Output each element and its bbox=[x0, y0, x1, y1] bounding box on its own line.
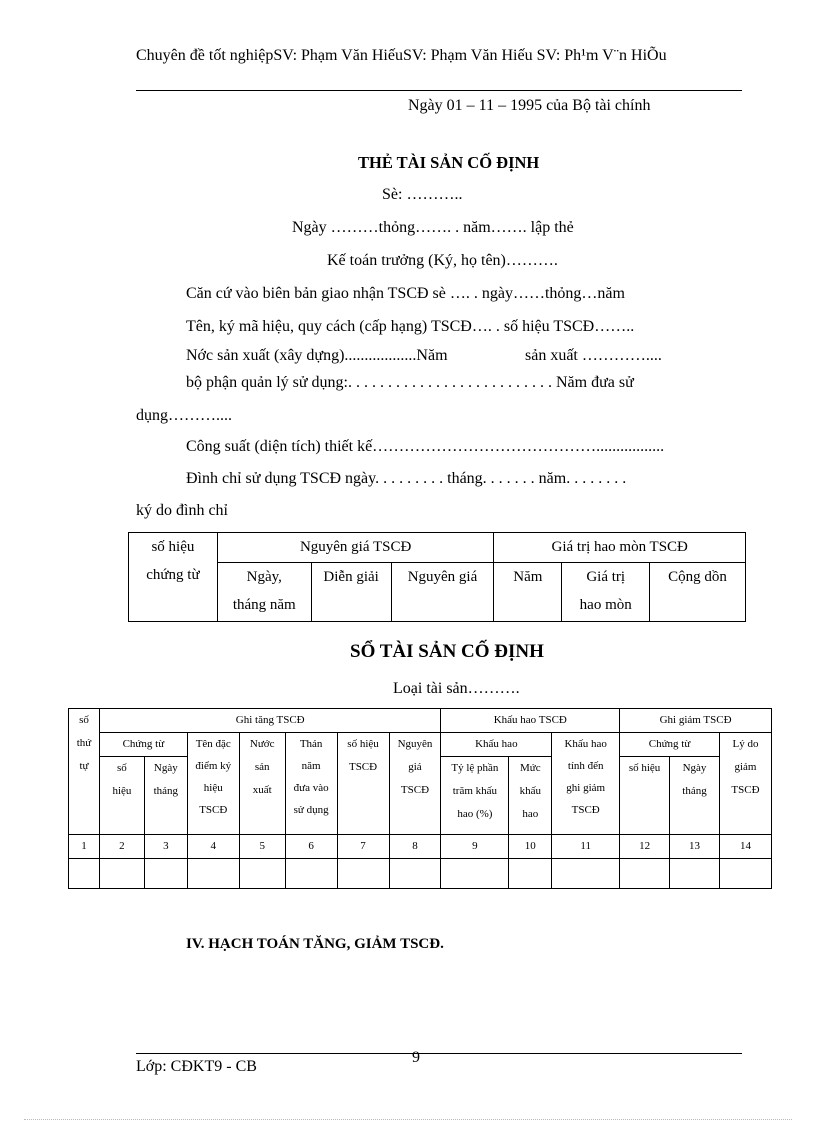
column-number: 12 bbox=[620, 835, 670, 859]
depreciation-header: Giá trị hao mòn TSCĐ bbox=[494, 533, 746, 563]
year-column-header: Năm bbox=[494, 563, 562, 622]
asset-type-line: Loại tài sản………. bbox=[393, 680, 520, 697]
department-line-cont: dụng……….... bbox=[136, 407, 232, 424]
chief-accountant: Kế toán trưởng (Ký, họ tên)………. bbox=[327, 252, 558, 269]
column-number: 5 bbox=[239, 835, 285, 859]
column-number-row bbox=[69, 835, 772, 859]
asset-code-header: số hiệu TSCĐ bbox=[337, 733, 389, 835]
column-number: 2 bbox=[99, 835, 144, 859]
voucher-header: Chứng từ bbox=[99, 733, 187, 757]
suspension-line: Đình chỉ sử dụng TSCĐ ngày. . . . . . . . . tháng. . . . . . . năm. . . . . . . . bbox=[186, 470, 627, 487]
ledger-title: SỔ TÀI SẢN CỐ ĐỊNH bbox=[350, 641, 544, 662]
header-rule bbox=[136, 90, 742, 91]
decrease-header: Ghi giảm TSCĐ bbox=[620, 709, 772, 733]
voucher-no-header-2: số hiệu bbox=[620, 757, 670, 835]
column-number: 10 bbox=[509, 835, 552, 859]
column-number: 7 bbox=[337, 835, 389, 859]
features-header: Tên đặc điểm ký hiệu TSCĐ bbox=[187, 733, 239, 835]
cumulative-column-header: Cộng dồn bbox=[650, 563, 746, 622]
empty-data-row bbox=[69, 859, 772, 889]
card-number: Sè: ……….. bbox=[382, 186, 463, 203]
column-number: 8 bbox=[389, 835, 441, 859]
department-line: bộ phận quản lý sử dụng:. . . . . . . . . . . . . . . . . . . . . . . . . . Năm đưa sử bbox=[186, 374, 634, 391]
column-number: 4 bbox=[187, 835, 239, 859]
card-table bbox=[128, 532, 746, 622]
cost-header: Nguyên giá TSCĐ bbox=[389, 733, 441, 835]
basis-line: Căn cứ vào biên bản giao nhận TSCĐ sè …. . ngày……thỏng…năm bbox=[186, 285, 625, 302]
class-label: Lớp: CĐKT9 - CB bbox=[136, 1058, 257, 1075]
asset-name-line: Tên, ký mã hiệu, quy cách (cấp hạng) TSCĐ…. . số hiệu TSCĐ…….. bbox=[186, 318, 635, 335]
depreciation-to-date-header: Khấu hao tính đến ghi giảm TSCĐ bbox=[552, 733, 620, 835]
column-number: 3 bbox=[144, 835, 187, 859]
card-title: THẺ TÀI SẢN CỐ ĐỊNH bbox=[358, 153, 540, 172]
capacity-line: Công suất (diện tích) thiết kế……………………………………................. bbox=[186, 438, 665, 455]
month-year-header: Thán năm đưa vào sử dụng bbox=[285, 733, 337, 835]
depreciation-rate-header: Tỷ lệ phần trăm khấu hao (%) bbox=[441, 757, 509, 835]
column-number: 9 bbox=[441, 835, 509, 859]
country-header: Nước sản xuất bbox=[239, 733, 285, 835]
depreciation-value-header: Giá trị hao mòn bbox=[562, 563, 650, 622]
column-number: 1 bbox=[69, 835, 100, 859]
voucher-no-header: số hiệu bbox=[99, 757, 144, 835]
decision-date-line: Ngày 01 – 11 – 1995 của Bộ tài chính bbox=[408, 97, 651, 114]
footer-rule bbox=[136, 1053, 742, 1054]
voucher-header-2: Chứng từ bbox=[620, 733, 720, 757]
column-number: 13 bbox=[670, 835, 720, 859]
increase-header: Ghi tăng TSCĐ bbox=[99, 709, 441, 733]
column-number: 11 bbox=[552, 835, 620, 859]
depreciation-amount-header: Mức khấu hao bbox=[509, 757, 552, 835]
section-heading: IV. HẠCH TOÁN TĂNG, GIẢM TSCĐ. bbox=[186, 936, 444, 952]
depreciation-group-header: Khấu hao TSCĐ bbox=[441, 709, 620, 733]
depreciation-sub-header: Khấu hao bbox=[441, 733, 552, 757]
voucher-date-header: Ngày tháng bbox=[144, 757, 187, 835]
column-number: 14 bbox=[719, 835, 771, 859]
reason-header: Lý do giảm TSCĐ bbox=[719, 733, 771, 835]
page-bottom-border bbox=[24, 1119, 792, 1120]
origin-line-b: sản xuất ………….... bbox=[525, 347, 662, 364]
date-column-header: Ngày, tháng năm bbox=[217, 563, 311, 622]
ledger-table bbox=[68, 708, 772, 889]
page-number: 9 bbox=[412, 1049, 420, 1066]
voucher-date-header-2: Ngày tháng bbox=[670, 757, 720, 835]
origin-line-a: Nớc sản xuất (xây dựng)..................Năm bbox=[186, 347, 448, 364]
card-date: Ngày ………thỏng……. . năm……. lập thẻ bbox=[292, 219, 574, 236]
suspension-reason: ký do đình chỉ bbox=[136, 502, 228, 519]
cost-column-header: Nguyên giá bbox=[391, 563, 494, 622]
page-header: Chuyên đề tốt nghiệpSV: Phạm Văn HiếuSV: Phạm Văn Hiếu SV: Ph¹m V¨n HiÕu bbox=[136, 47, 667, 64]
description-column-header: Diễn giải bbox=[311, 563, 391, 622]
column-number: 6 bbox=[285, 835, 337, 859]
voucher-number-header: số hiệu chứng từ bbox=[129, 533, 218, 622]
ordinal-header: số thứ tự bbox=[69, 709, 100, 835]
original-cost-header: Nguyên giá TSCĐ bbox=[217, 533, 494, 563]
